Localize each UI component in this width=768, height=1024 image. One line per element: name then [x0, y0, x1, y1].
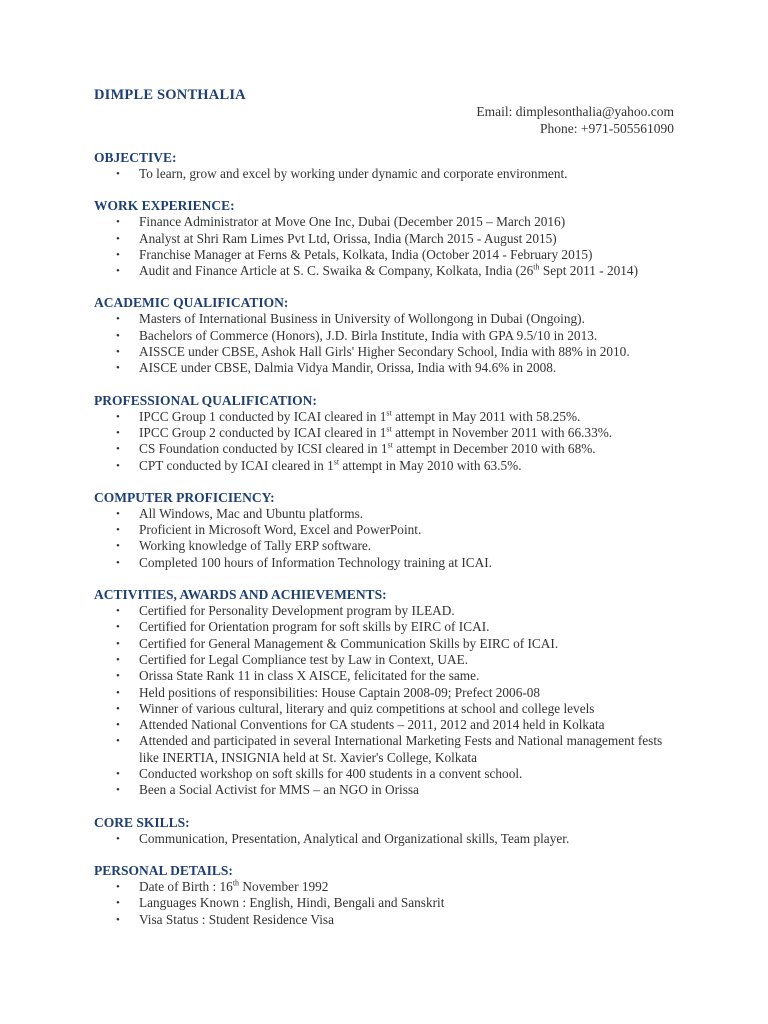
bullet-icon: •: [116, 686, 120, 699]
list-item-text: Conducted workshop on soft skills for 400 students in a convent school.: [139, 766, 523, 782]
bullet-icon: •: [116, 362, 120, 375]
section-personal-details: [94, 862, 684, 928]
list-item: [94, 344, 684, 360]
section-computer-proficiency: [94, 489, 684, 571]
list-item: [94, 766, 684, 782]
list-item-text: Been a Social Activist for MMS – an NGO in Orissa: [139, 782, 419, 798]
list-item-text: Masters of International Business in University of Wollongong in Dubai (Ongoing).: [139, 311, 585, 327]
bullet-list: [94, 506, 684, 571]
section-heading: WORK EXPERIENCE:: [94, 198, 235, 214]
list-item: [94, 912, 684, 928]
list-item: [94, 895, 684, 911]
list-item-text: Certified for General Management & Communication Skills by EIRC of ICAI.: [139, 635, 559, 651]
bullet-icon: •: [116, 832, 120, 845]
bullet-list: [94, 831, 684, 847]
list-item: [94, 879, 684, 895]
phone-line: Phone: +971-505561090: [540, 121, 674, 136]
list-item: [94, 538, 684, 554]
bullet-icon: •: [116, 524, 120, 537]
list-item: [94, 214, 684, 230]
bullet-icon: •: [116, 329, 120, 342]
list-item: [94, 441, 684, 457]
list-item: [94, 717, 684, 733]
bullet-list: [94, 879, 684, 928]
bullet-icon: •: [116, 556, 120, 569]
bullet-icon: •: [116, 637, 120, 650]
list-item-text: IPCC Group 1 conducted by ICAI cleared in 1st attempt in May 2011 with 58.25%.: [139, 408, 581, 424]
section-heading: PROFESSIONAL QUALIFICATION:: [94, 392, 317, 408]
section-academic-qualification: [94, 294, 684, 376]
list-item: [94, 409, 684, 425]
bullet-icon: •: [116, 232, 120, 245]
list-item-text: Certified for Personality Development program by ILEAD.: [139, 603, 455, 619]
bullet-icon: •: [116, 507, 120, 520]
list-item: [94, 685, 684, 701]
section-heading: COMPUTER PROFICIENCY:: [94, 489, 275, 505]
list-item: [94, 782, 684, 798]
list-item-text: Working knowledge of Tally ERP software.: [139, 538, 372, 554]
bullet-icon: •: [116, 913, 120, 926]
bullet-icon: •: [116, 426, 120, 439]
list-item-text: Proficient in Microsoft Word, Excel and PowerPoint.: [139, 522, 422, 538]
list-item-text: Date of Birth : 16th November 1992: [139, 878, 329, 894]
section-objective: [94, 149, 684, 182]
bullet-icon: •: [116, 168, 120, 180]
section-work-experience: [94, 197, 684, 279]
bullet-list: [94, 166, 684, 182]
bullet-icon: •: [116, 880, 120, 893]
bullet-icon: •: [116, 265, 120, 278]
bullet-icon: •: [116, 313, 120, 326]
list-item: [94, 328, 684, 344]
bullet-list: [94, 311, 684, 376]
bullet-icon: •: [116, 897, 120, 910]
candidate-name: DIMPLE SONTHALIA: [94, 87, 246, 103]
bullet-icon: •: [116, 768, 120, 781]
bullet-icon: •: [116, 459, 120, 472]
list-item: [94, 555, 684, 571]
list-item-text: Communication, Presentation, Analytical and Organizational skills, Team player.: [139, 830, 570, 846]
list-item: [94, 652, 684, 668]
list-item-text: To learn, grow and excel by working under dynamic and corporate environment.: [139, 166, 568, 181]
list-item: [94, 458, 684, 474]
list-item: [94, 166, 684, 182]
list-item-text: Audit and Finance Article at S. C. Swaika & Company, Kolkata, India (26th Sept 2011 - 2014): [139, 262, 639, 279]
list-item: [94, 619, 684, 635]
bullet-icon: •: [116, 784, 120, 797]
bullet-icon: •: [116, 670, 120, 683]
list-item-text: Languages Known : English, Hindi, Bengali and Sanskrit: [139, 895, 445, 911]
list-item: [94, 506, 684, 522]
list-item-text: AISSCE under CBSE, Ashok Hall Girls' Higher Secondary School, India with 88% in 2010.: [139, 344, 630, 360]
list-item-text: Completed 100 hours of Information Technology training at ICAI.: [139, 554, 492, 570]
list-item-text: Winner of various cultural, literary and quiz competitions at school and college levels: [139, 700, 595, 716]
bullet-icon: •: [116, 702, 120, 715]
bullet-list: [94, 603, 684, 799]
bullet-icon: •: [116, 346, 120, 359]
bullet-icon: •: [116, 540, 120, 553]
bullet-icon: •: [116, 653, 120, 666]
bullet-icon: •: [116, 443, 120, 456]
bullet-icon: •: [116, 248, 120, 261]
list-item-text: IPCC Group 2 conducted by ICAI cleared in 1st attempt in November 2011 with 66.33%.: [139, 424, 613, 440]
list-item: [94, 247, 684, 263]
section-professional-qualification: [94, 392, 684, 474]
section-heading: PERSONAL DETAILS:: [94, 862, 233, 878]
bullet-icon: •: [116, 216, 120, 229]
resume-content: [94, 149, 684, 943]
bullet-list: [94, 214, 684, 279]
list-item-text: Visa Status : Student Residence Visa: [139, 911, 335, 927]
list-item: [94, 668, 684, 684]
list-item: [94, 522, 684, 538]
bullet-icon: •: [116, 719, 120, 732]
list-item-text: Held positions of responsibilities: House Captain 2008-09; Prefect 2006-08: [139, 684, 541, 700]
list-item-text: All Windows, Mac and Ubuntu platforms.: [139, 505, 364, 521]
bullet-icon: •: [116, 605, 120, 618]
bullet-icon: •: [116, 621, 120, 634]
list-item-text: Bachelors of Commerce (Honors), J.D. Birla Institute, India with GPA 9.5/10 in 2013.: [139, 327, 598, 343]
list-item-text: Certified for Legal Compliance test by Law in Context, UAE.: [139, 651, 469, 667]
bullet-icon: •: [116, 410, 120, 423]
list-item: [94, 231, 684, 247]
list-item-text: Franchise Manager at Ferns & Petals, Kolkata, India (October 2014 - February 2015): [139, 246, 593, 262]
section-heading: ACADEMIC QUALIFICATION:: [94, 295, 289, 311]
list-item-text: Attended National Conventions for CA students – 2011, 2012 and 2014 held in Kolkata: [139, 717, 605, 733]
section-activities-awards-and-achievements: [94, 586, 684, 799]
list-item-text: CS Foundation conducted by ICSI cleared in 1st attempt in December 2010 with 68%.: [139, 440, 596, 457]
bullet-list: [94, 409, 684, 474]
list-item-text: Analyst at Shri Ram Limes Pvt Ltd, Orissa, India (March 2015 - August 2015): [139, 230, 557, 246]
list-item-text: Certified for Orientation program for soft skills by EIRC of ICAI.: [139, 619, 490, 635]
contact-block: [476, 103, 674, 137]
list-item: [94, 831, 684, 847]
list-item: [94, 733, 684, 766]
list-item-text: AISCE under CBSE, Dalmia Vidya Mandir, Orissa, India with 94.6% in 2008.: [139, 360, 557, 376]
email-line: Email: dimplesonthalia@yahoo.com: [476, 104, 674, 119]
list-item-text: CPT conducted by ICAI cleared in 1st attempt in May 2010 with 63.5%.: [139, 457, 522, 473]
section-heading: CORE SKILLS:: [94, 814, 190, 830]
list-item: [94, 360, 684, 376]
list-item-text: Orissa State Rank 11 in class X AISCE, felicitated for the same.: [139, 668, 480, 684]
section-heading: ACTIVITIES, AWARDS AND ACHIEVEMENTS:: [94, 587, 387, 603]
list-item: [94, 636, 684, 652]
list-item: [94, 311, 684, 327]
list-item-text: Finance Administrator at Move One Inc, Dubai (December 2015 – March 2016): [139, 214, 566, 230]
bullet-icon: •: [116, 735, 120, 748]
section-core-skills: [94, 814, 684, 847]
list-item: [94, 701, 684, 717]
list-item-text: Attended and participated in several International Marketing Fests and National management fests like INERTIA, INSIGNIA held at St. Xavier's College, Kolkata: [139, 733, 663, 765]
list-item: [94, 263, 684, 279]
section-heading: OBJECTIVE:: [94, 150, 177, 165]
list-item: [94, 603, 684, 619]
list-item: [94, 425, 684, 441]
